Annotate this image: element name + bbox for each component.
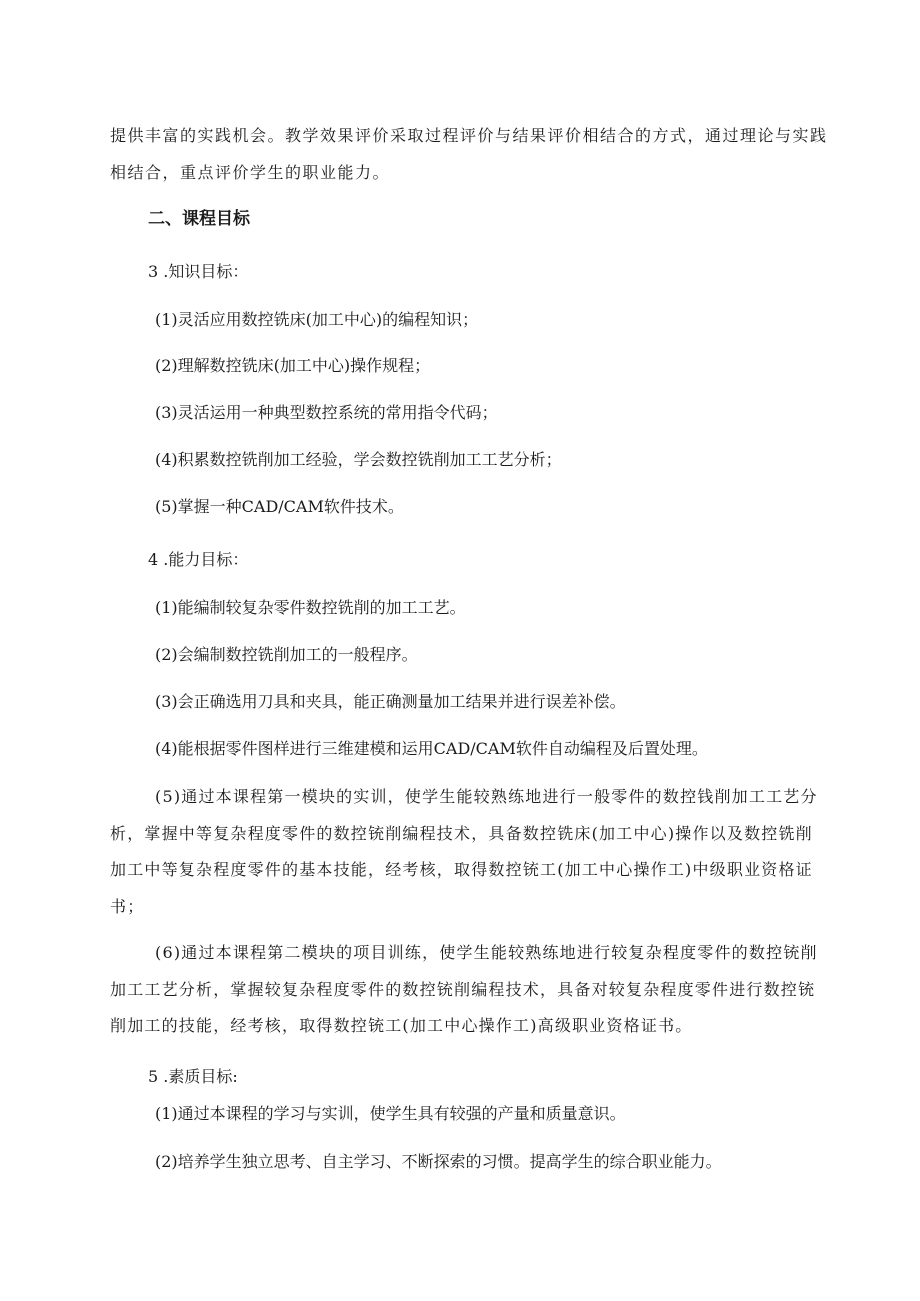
- ability-para6-line: 削加工的技能，经考核，取得数控铳工(加工中心操作工)高级职业资格证书。: [110, 1016, 693, 1035]
- intro-line-1: 提供丰富的实践机会。教学效果评价采取过程评价与结果评价相结合的方式，通过理论与实践: [110, 126, 828, 145]
- knowledge-item: (1)灵活应用数控铣床(加工中心)的编程知识；: [155, 310, 479, 329]
- quality-item: (2)培养学生独立思考、自主学习、不断探索的习惯。提高学生的综合职业能力。: [155, 1152, 722, 1171]
- quality-item: (1)通过本课程的学习与实训，使学生具有较强的产量和质量意识。: [155, 1104, 626, 1123]
- ability-para5-line: 加工中等复杂程度零件的基本技能，经考核，取得数控铳工(加工中心操作工)中级职业资格证: [110, 860, 813, 879]
- ability-item: (2)会编制数控铣削加工的一般程序。: [155, 645, 418, 664]
- intro-line-2: 相结合，重点评价学生的职业能力。: [110, 163, 391, 182]
- ability-item: (4)能根据零件图样进行三维建模和运用CAD/CAM软件自动编程及后置处理。: [155, 739, 708, 758]
- ability-para5-line: 析，掌握中等复杂程度零件的数控铳削编程技术，具备数控铣床(加工中心)操作以及数控铣削: [110, 824, 813, 843]
- ability-para5-line: (5)通过本课程第一模块的实训，使学生能较熟练地进行一般零件的数控钱削加工工艺分: [155, 787, 818, 806]
- ability-para6-line: 加工工艺分析，掌握较复杂程度零件的数控铳削编程技术，具备对较复杂程度零件进行数控铳: [110, 980, 816, 999]
- knowledge-item: (2)理解数控铣床(加工中心)操作规程；: [155, 356, 431, 375]
- section-title: 二、课程目标: [148, 209, 250, 229]
- ability-item: (1)能编制较复杂零件数控铣削的加工工艺。: [155, 598, 466, 617]
- ability-item: (3)会正确选用刀具和夹具，能正确测量加工结果并进行误差补偿。: [155, 692, 626, 711]
- quality-heading: 5 .素质目标:: [148, 1067, 238, 1086]
- knowledge-item: (3)灵活运用一种典型数控系统的常用指令代码；: [155, 403, 498, 422]
- ability-para5-line: 书；: [110, 897, 145, 916]
- knowledge-item: (5)掌握一种CAD/CAM软件技术。: [155, 497, 404, 516]
- ability-para6-line: (6)通过本课程第二模块的项目训练，使学生能较熟练地进行较复杂程度零件的数控铳削: [155, 943, 818, 962]
- knowledge-heading: 3 .知识目标：: [148, 262, 249, 281]
- knowledge-item: (4)积累数控铣削加工经验，学会数控铣削加工工艺分析；: [155, 450, 562, 469]
- ability-heading: 4 .能力目标：: [148, 550, 249, 569]
